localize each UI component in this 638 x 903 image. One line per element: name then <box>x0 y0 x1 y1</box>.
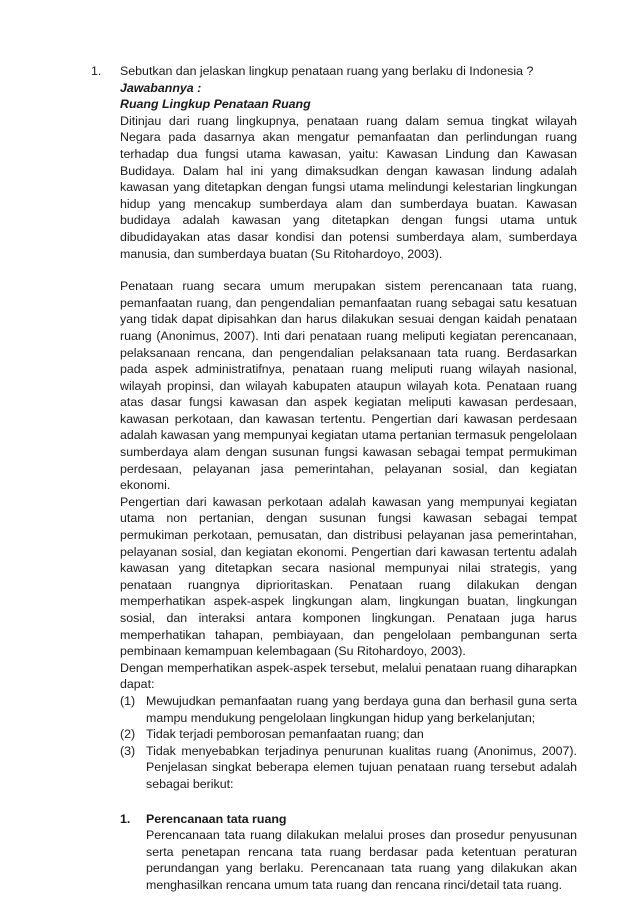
list-item-label: (1) <box>120 693 136 708</box>
subsection-title: Perencanaan tata ruang <box>146 811 287 826</box>
list-item-label: (3) <box>120 743 136 758</box>
paragraph-intro-goals: Dengan memperhatikan aspek-aspek tersebut, melalui penataan ruang diharapkan dapat: <box>120 660 577 692</box>
list-item-text: Mewujudkan pemanfaatan ruang yang berdaya guna dan berhasil guna serta mampu mendukung pengelolaan lingkungan hidup yang berkelanjutan; <box>146 693 577 725</box>
subsection-body: Perencanaan tata ruang dilakukan melalui proses dan prosedur penyusunan serta penetapan rencana tata ruang berdasar pada ketentuan peraturan perundangan yang berlaku. Perencanaan tata ruang yang dilakukan akan menghasilkan rencana umum tata ruang dan rencana rinci/detail tata ruang. <box>146 828 577 892</box>
list-item-label: (2) <box>120 727 136 742</box>
subsection-planning <box>120 811 577 894</box>
section-title: Ruang Lingkup Penataan Ruang <box>120 97 311 112</box>
answer-label: Jawabannya : <box>120 80 202 95</box>
paragraph-gap <box>120 262 577 278</box>
paragraph-definition: Penataan ruang secara umum merupakan sistem perencanaan tata ruang, pemanfaatan ruang, dan pengendalian pemanfaatan ruang sebagai satu kesatuan yang tidak dapat dipisahkan dan harus dilakukan sesuai dengan kaidah penataan ruang (Anonimus, 2007). Inti dari penataan ruang meliputi kegiatan perencanaan, pelaksanaan rencana, dan pengendalian pelaksanaan tata ruang. Berdasarkan pada aspek administratifnya, penataan ruang meliputi ruang wilayah nasional, wilayah propinsi, dan wilayah kabupaten ataupun wilayah kota. Penataan ruang atas dasar fungsi kawasan dan aspek kegiatan meliputi kawasan perdesaan, kawasan perkotaan, dan kawasan tertentu. Pengertian dari kawasan perdesaan adalah kawasan yang mempunyai kegiatan utama pertanian termasuk pengelolaan sumberdaya alam dengan susunan fungsi kawasan sebagai tempat permukiman perdesaan, pelayanan jasa pemerintahan, pelayanan sosial, dan kegiatan ekonomi. <box>120 279 577 493</box>
goals-list <box>120 693 577 793</box>
subsection-number: 1. <box>120 811 131 826</box>
paragraph-urban: Pengertian dari kawasan perkotaan adalah kawasan yang mempunyai kegiatan utama non pertanian, dengan susunan fungsi kawasan sebagai tempat permukiman perkotaan, pemusatan, dan distribusi pelayanan jasa pemerintahan, pelayanan sosial, dan kegiatan ekonomi. Pengertian dari kawasan tertentu adalah kawasan yang ditetapkan secara nasional mempunyai nilai strategis, yang penataan ruangnya diprioritaskan. Penataan ruang dilakukan dengan memperhatikan aspek-aspek lingkungan alam, lingkungan buatan, lingkungan sosial, dan interaksi antara komponen lingkungan. Penataan juga harus memperhatikan tahapan, pembiayaan, dan pengelolaan pembangunan serta pembinaan kemampuan kelembagaan (Su Ritohardoyo, 2003). <box>120 494 577 659</box>
subsection-heading <box>120 811 577 828</box>
list-item <box>120 743 577 793</box>
list-item-text: Tidak terjadi pemborosan pemanfaatan ruang; dan <box>146 727 424 742</box>
list-item-text: Tidak menyebabkan terjadinya penurunan kualitas ruang (Anonimus, 2007). Penjelasan singkat beberapa elemen tujuan penataan ruang tersebut adalah sebagai berikut: <box>146 743 577 791</box>
list-item <box>120 726 577 743</box>
question-number: 1. <box>91 64 102 78</box>
paragraph-scope: Ditinjau dari ruang lingkupnya, penataan ruang dalam semua tingkat wilayah Negara pada dasarnya akan mengatur pemanfaatan dan perlindungan ruang terhadap dua fungsi utama kawasan, yaitu: Kawasan Lindung dan Kawasan Budidaya. Dalam hal ini yang dimaksudkan dengan kawasan lindung adalah kawasan yang ditetapkan dengan fungsi utama melindungi kelestarian lingkungan hidup yang mencakup sumberdaya alam dan sumberdaya buatan. Kawasan budidaya adalah kawasan yang ditetapkan dengan fungsi utama untuk dibudidayakan atas dasar kondisi dan potensi sumberdaya alam, sumberdaya manusia, dan sumberdaya buatan (Su Ritohardoyo, 2003). <box>120 113 577 261</box>
question-text: Sebutkan dan jelaskan lingkup penataan ruang yang berlaku di Indonesia ? <box>120 64 534 78</box>
list-item <box>120 693 577 726</box>
question-content <box>120 63 577 894</box>
